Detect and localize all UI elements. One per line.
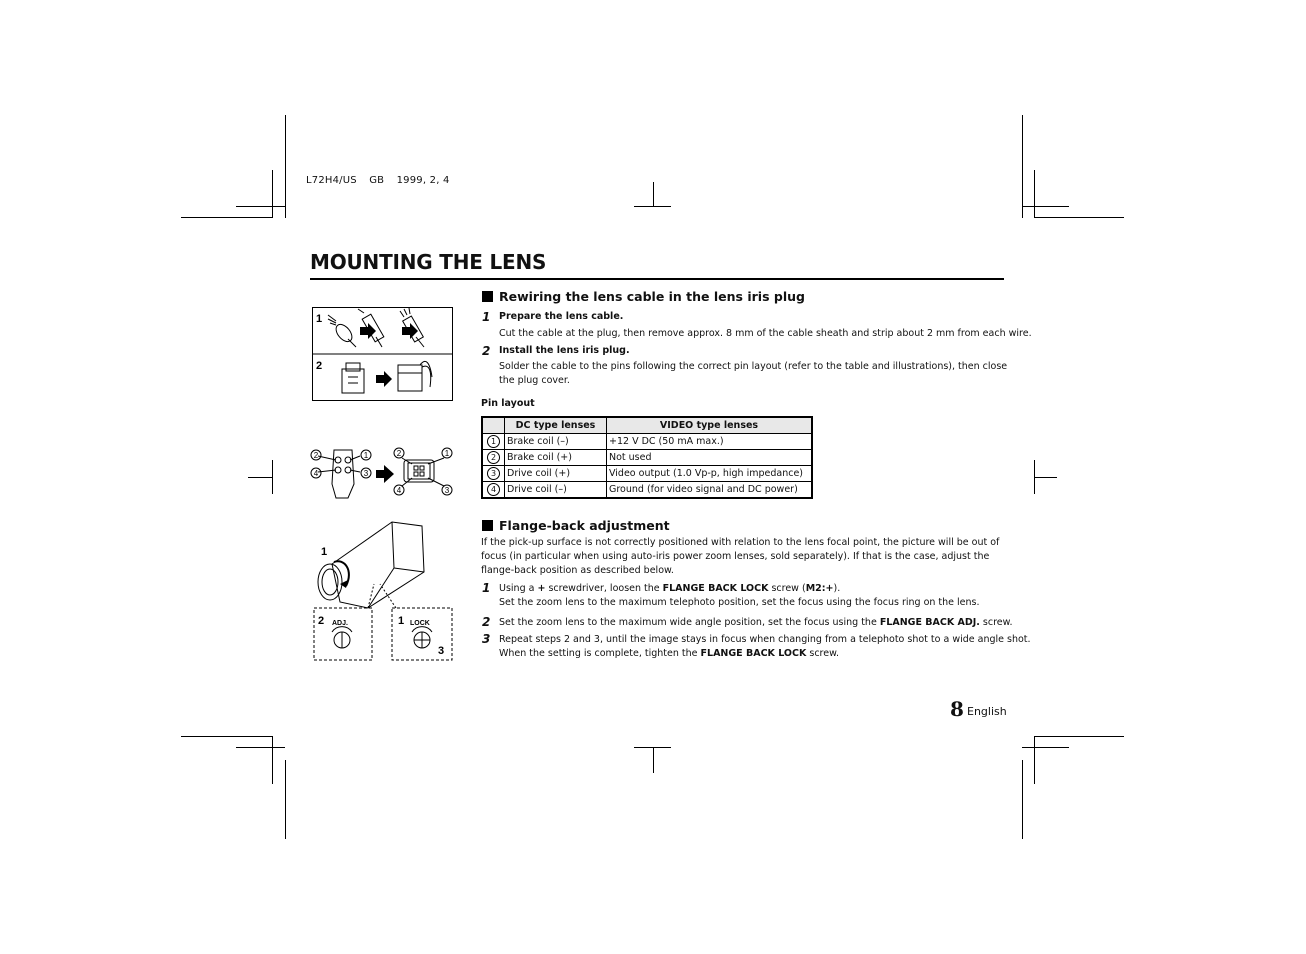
table-cell: Drive coil (+) xyxy=(505,466,607,482)
step-text: the plug cover. xyxy=(499,375,570,386)
pin-layout-table xyxy=(481,416,813,499)
doc-code: L72H4/US xyxy=(306,175,357,186)
pin-label: 3 xyxy=(363,469,369,478)
pin-layout-label: Pin layout xyxy=(481,398,535,409)
table-row xyxy=(482,482,812,499)
doc-meta xyxy=(306,175,459,186)
table-cell: Brake coil (–) xyxy=(505,434,607,450)
page-title: MOUNTING THE LENS xyxy=(310,250,547,274)
rewiring-title: Rewiring the lens cable in the lens iris plug xyxy=(499,289,805,304)
pin-label: 4 xyxy=(313,469,319,478)
pin-label: 2 xyxy=(313,451,319,460)
cable-prep-illustration xyxy=(312,307,454,402)
table-row xyxy=(482,466,812,482)
table-header-cell xyxy=(482,417,505,434)
table-cell: Drive coil (–) xyxy=(505,482,607,499)
step-number: 1 xyxy=(482,310,491,324)
lock-step-3: 3 xyxy=(438,645,445,657)
page-number: 8 xyxy=(950,697,964,721)
camera-step-1: 1 xyxy=(321,546,328,558)
page-language: English xyxy=(967,705,1007,718)
table-row xyxy=(482,434,812,450)
adj-step-num: 2 xyxy=(318,615,325,627)
step-title: Prepare the lens cable. xyxy=(499,311,624,322)
pin-layout-illustration xyxy=(308,446,458,502)
square-bullet-icon xyxy=(482,520,493,531)
pin-label: 4 xyxy=(396,486,402,495)
pin-label: 1 xyxy=(363,451,369,460)
step-number: 2 xyxy=(482,615,491,629)
lang-code: GB xyxy=(369,175,385,186)
step-title: Install the lens iris plug. xyxy=(499,345,630,356)
lock-label: LOCK xyxy=(410,620,430,627)
table-header-cell: DC type lenses xyxy=(505,417,607,434)
intro-line: If the pick-up surface is not correctly positioned with relation to the lens focal point, the picture will be out of xyxy=(481,537,1000,548)
flange-step-2: Set the zoom lens to the maximum wide angle position, set the focus using the FLANGE BACK ADJ. screw. xyxy=(499,617,1013,628)
intro-line: focus (in particular when using auto-iris power zoom lenses, sold separately). If that is the case, adjust the xyxy=(481,551,990,562)
adj-label: ADJ. xyxy=(332,620,348,627)
pin-number: 3 xyxy=(487,467,500,480)
table-cell: Ground (for video signal and DC power) xyxy=(607,482,813,499)
table-header-row xyxy=(482,417,812,434)
rewiring-heading xyxy=(482,289,805,304)
step-number: 3 xyxy=(482,632,491,646)
flange-title: Flange-back adjustment xyxy=(499,518,670,533)
table-cell: Video output (1.0 Vp-p, high impedance) xyxy=(607,466,813,482)
step-number: 1 xyxy=(482,581,491,595)
arrow-right-icon xyxy=(376,465,394,483)
pin-number: 2 xyxy=(487,451,500,464)
flange-step-1: Using a + screwdriver, loosen the FLANGE BACK LOCK screw (M2:+). Set the zoom lens to the maximum telephoto position, set the focus using the focus ring on the lens. xyxy=(499,583,980,608)
pin-label: 3 xyxy=(444,486,450,495)
fig-label-2: 2 xyxy=(316,360,323,372)
flange-step-3: Repeat steps 2 and 3, until the image stays in focus when changing from a telephoto shot to a wide angle shot. When the setting is complete, tighten the FLANGE BACK LOCK screw. xyxy=(499,634,1031,659)
table-cell: +12 V DC (50 mA max.) xyxy=(607,434,813,450)
step-text: Solder the cable to the pins following the correct pin layout (refer to the table and illustrations), then close xyxy=(499,361,1008,372)
title-rule xyxy=(310,278,1004,280)
table-row xyxy=(482,450,812,466)
fig-label-1: 1 xyxy=(316,313,323,325)
table-header-cell: VIDEO type lenses xyxy=(607,417,813,434)
step-text: Cut the cable at the plug, then remove approx. 8 mm of the cable sheath and strip about 2 mm from each wire. xyxy=(499,328,1032,339)
intro-line: flange-back position as described below. xyxy=(481,565,674,576)
flange-intro xyxy=(481,536,999,578)
square-bullet-icon xyxy=(482,291,493,302)
pin-label: 2 xyxy=(396,449,402,458)
lock-step-num: 1 xyxy=(398,615,405,627)
step-number: 2 xyxy=(482,344,491,358)
camera-illustration xyxy=(310,516,458,664)
doc-date: 1999, 2, 4 xyxy=(396,175,450,186)
flange-heading xyxy=(482,518,670,533)
pin-number: 4 xyxy=(487,483,500,496)
table-cell: Not used xyxy=(607,450,813,466)
table-cell: Brake coil (+) xyxy=(505,450,607,466)
pin-number: 1 xyxy=(487,435,500,448)
pin-label: 1 xyxy=(444,449,450,458)
